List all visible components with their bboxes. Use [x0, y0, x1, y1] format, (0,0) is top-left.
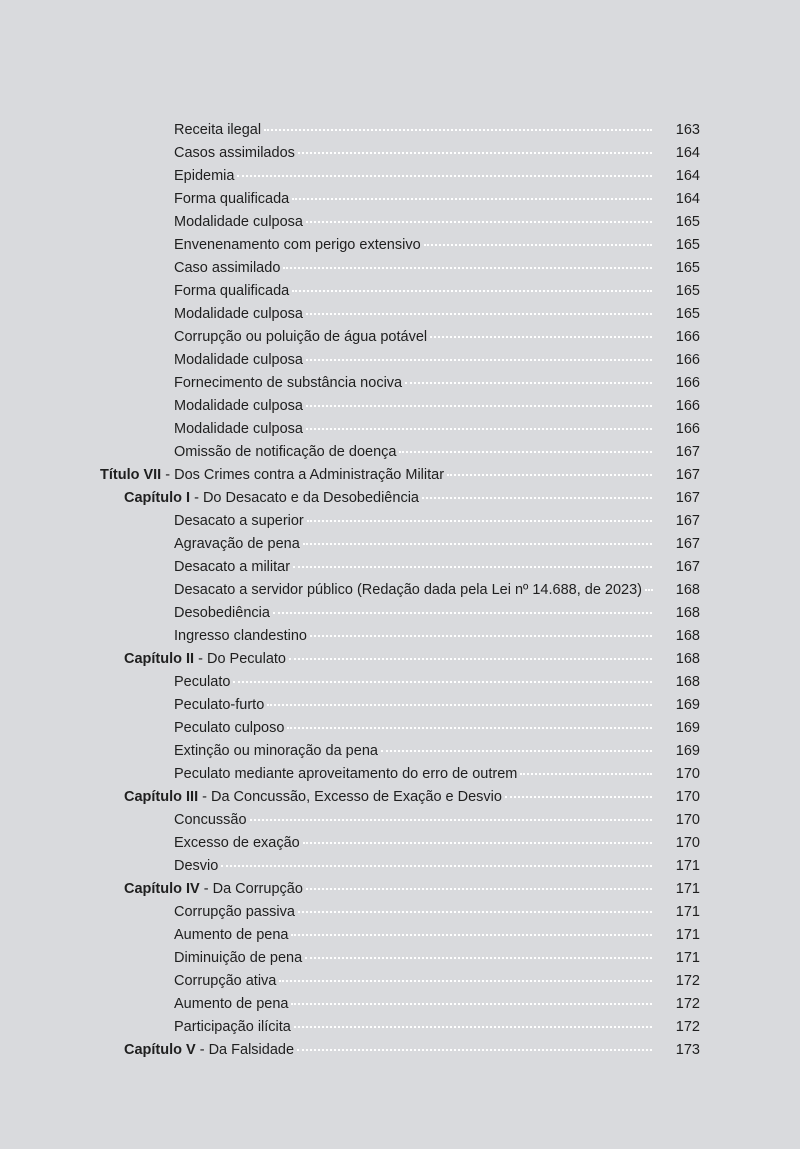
dot-leader: [645, 589, 653, 591]
toc-entry-label: [174, 349, 303, 372]
toc-entry-line: [124, 786, 652, 809]
toc-entry-text: - Da Corrupção: [199, 881, 303, 897]
toc-entry[interactable]: [0, 602, 800, 625]
toc-entry-label: [174, 901, 295, 924]
toc-entry[interactable]: [0, 625, 800, 648]
toc-entry[interactable]: [0, 395, 800, 418]
toc-entry-line: [174, 947, 652, 970]
dot-leader: [306, 313, 652, 315]
toc-entry-heading: Capítulo I: [124, 490, 191, 506]
dot-leader: [237, 175, 652, 177]
dot-leader: [291, 934, 652, 936]
toc-entry-text: - Dos Crimes contra a Administração Militar: [161, 467, 445, 483]
toc-entry-line: [174, 280, 652, 303]
toc-chapter-entry[interactable]: [0, 878, 800, 901]
toc-entry[interactable]: [0, 326, 800, 349]
dot-leader: [289, 658, 652, 660]
dot-leader: [279, 980, 652, 982]
toc-entry-text: Desacato a superior: [174, 513, 304, 529]
toc-entry-line: [174, 694, 652, 717]
dot-leader: [273, 612, 652, 614]
toc-title-entry[interactable]: [0, 464, 800, 487]
toc-entry-line: [174, 671, 652, 694]
dot-leader: [306, 221, 652, 223]
toc-entry[interactable]: [0, 441, 800, 464]
toc-entry-line: [124, 878, 652, 901]
toc-entry-line: [174, 211, 652, 234]
dot-leader: [298, 152, 652, 154]
toc-entry-label: [174, 510, 304, 533]
dot-leader: [292, 290, 652, 292]
dot-leader: [292, 198, 652, 200]
toc-entry-line: [174, 832, 652, 855]
toc-entry-line: [174, 510, 652, 533]
toc-entry-text: Desobediência: [174, 605, 270, 621]
toc-entry-label: [174, 257, 280, 280]
toc-entry-line: [174, 257, 652, 280]
toc-page-number: 168: [675, 628, 700, 644]
toc-entry[interactable]: [0, 901, 800, 924]
toc-entry-line: [174, 901, 652, 924]
toc-entry-label: [124, 648, 286, 671]
dot-leader: [399, 451, 652, 453]
toc-page-number: 163: [675, 122, 700, 138]
toc-page-number: 170: [675, 766, 700, 782]
toc-entry-line: [174, 349, 652, 372]
dot-leader: [303, 543, 652, 545]
toc-entry-label: [174, 579, 642, 602]
toc-entry-text: Modalidade culposa: [174, 214, 303, 230]
toc-entry-heading: Título VII: [100, 467, 162, 483]
dot-leader: [447, 474, 652, 476]
toc-entry-line: [100, 464, 652, 487]
toc-page-number: 170: [675, 812, 700, 828]
toc-entry-line: [174, 924, 652, 947]
toc-entry-line: [174, 855, 652, 878]
dot-leader: [264, 129, 652, 131]
toc-page-number: 170: [675, 789, 700, 805]
dot-leader: [287, 727, 652, 729]
toc-entry-text: Desacato a servidor público (Redação dada pela Lei nº 14.688, de 2023): [174, 582, 643, 598]
toc-entry-label: [174, 556, 290, 579]
toc-entry-label: [124, 878, 303, 901]
table-of-contents: [0, 119, 800, 1062]
toc-entry-label: [124, 487, 419, 510]
toc-entry-line: [174, 533, 652, 556]
dot-leader: [221, 865, 652, 867]
toc-entry[interactable]: [0, 119, 800, 142]
toc-entry-line: [124, 1039, 652, 1062]
toc-entry[interactable]: [0, 303, 800, 326]
toc-entry-heading: Capítulo III: [124, 789, 199, 805]
toc-entry-line: [174, 556, 652, 579]
dot-leader: [306, 359, 652, 361]
toc-page-number: 172: [675, 973, 700, 989]
dot-leader: [303, 842, 652, 844]
toc-page-number: 172: [675, 1019, 700, 1035]
toc-entry-line: [174, 142, 652, 165]
toc-page-number: 167: [675, 559, 700, 575]
toc-entry-text: Concussão: [174, 812, 247, 828]
toc-page-number: 166: [675, 352, 700, 368]
toc-chapter-entry[interactable]: [0, 648, 800, 671]
toc-entry-label: [174, 717, 284, 740]
toc-page-number: 164: [675, 191, 700, 207]
toc-page-number: 171: [675, 858, 700, 874]
dot-leader: [291, 1003, 652, 1005]
toc-page-number: 168: [675, 674, 700, 690]
toc-entry[interactable]: [0, 717, 800, 740]
toc-page-number: 168: [675, 582, 700, 598]
toc-entry-text: Fornecimento de substância nociva: [174, 375, 403, 391]
toc-page-number: 169: [675, 697, 700, 713]
toc-page-number: 164: [675, 145, 700, 161]
toc-chapter-entry[interactable]: [0, 786, 800, 809]
toc-entry-text: Forma qualificada: [174, 283, 290, 299]
toc-entry[interactable]: [0, 349, 800, 372]
toc-entry-line: [174, 303, 652, 326]
toc-entry-text: Participação ilícita: [174, 1019, 291, 1035]
dot-leader: [424, 244, 652, 246]
toc-entry-text: - Da Falsidade: [195, 1042, 295, 1058]
toc-entry[interactable]: [0, 671, 800, 694]
toc-entry-label: [174, 602, 270, 625]
toc-entry-heading: Capítulo II: [124, 651, 195, 667]
toc-entry[interactable]: [0, 924, 800, 947]
toc-entry-label: [174, 372, 402, 395]
dot-leader: [250, 819, 652, 821]
toc-entry-label: [174, 1016, 291, 1039]
toc-entry-text: Peculato-furto: [174, 697, 265, 713]
toc-entry-line: [174, 1016, 652, 1039]
dot-leader: [520, 773, 652, 775]
toc-entry-label: [174, 303, 303, 326]
toc-entry-label: [174, 418, 303, 441]
toc-entry-label: [174, 142, 295, 165]
toc-entry[interactable]: [0, 188, 800, 211]
toc-page-number: 165: [675, 260, 700, 276]
toc-entry[interactable]: [0, 832, 800, 855]
toc-entry-line: [174, 717, 652, 740]
toc-entry[interactable]: [0, 579, 800, 602]
toc-entry-text: Extinção ou minoração da pena: [174, 743, 378, 759]
dot-leader: [297, 1049, 652, 1051]
toc-entry-label: [124, 1039, 294, 1062]
toc-page-number: 165: [675, 306, 700, 322]
toc-entry-text: Receita ilegal: [174, 122, 262, 138]
toc-entry-label: [174, 280, 289, 303]
toc-entry-label: [174, 671, 230, 694]
dot-leader: [233, 681, 652, 683]
toc-entry-label: [174, 625, 307, 648]
toc-entry[interactable]: [0, 970, 800, 993]
toc-page-number: 172: [675, 996, 700, 1012]
toc-entry[interactable]: [0, 510, 800, 533]
toc-page-number: 171: [675, 950, 700, 966]
toc-entry-label: [174, 165, 234, 188]
dot-leader: [310, 635, 652, 637]
toc-entry-text: Corrupção ativa: [174, 973, 277, 989]
dot-leader: [422, 497, 652, 499]
toc-entry-line: [174, 395, 652, 418]
toc-page-number: 166: [675, 398, 700, 414]
toc-page-number: 165: [675, 214, 700, 230]
toc-entry-label: [100, 464, 444, 487]
toc-entry-line: [174, 441, 652, 464]
toc-entry-text: - Do Desacato e da Desobediência: [190, 490, 419, 506]
toc-entry-text: Envenenamento com perigo extensivo: [174, 237, 421, 253]
toc-page-number: 171: [675, 904, 700, 920]
toc-entry[interactable]: [0, 211, 800, 234]
toc-page-number: 166: [675, 375, 700, 391]
toc-entry[interactable]: [0, 533, 800, 556]
toc-entry-text: Forma qualificada: [174, 191, 290, 207]
toc-entry-label: [174, 441, 396, 464]
toc-entry-line: [174, 740, 652, 763]
toc-chapter-entry[interactable]: [0, 487, 800, 510]
toc-page-number: 168: [675, 651, 700, 667]
dot-leader: [307, 520, 652, 522]
toc-entry[interactable]: [0, 280, 800, 303]
toc-entry[interactable]: [0, 947, 800, 970]
toc-entry-label: [174, 533, 300, 556]
toc-page-number: 171: [675, 927, 700, 943]
toc-entry-text: Desacato a militar: [174, 559, 291, 575]
toc-entry-text: Aumento de pena: [174, 996, 289, 1012]
toc-entry-label: [174, 740, 378, 763]
toc-entry-line: [174, 188, 652, 211]
toc-entry-line: [174, 970, 652, 993]
toc-entry[interactable]: [0, 740, 800, 763]
toc-entry-line: [174, 993, 652, 1016]
toc-page-number: 165: [675, 283, 700, 299]
toc-entry[interactable]: [0, 694, 800, 717]
toc-entry-text: Peculato: [174, 674, 231, 690]
toc-page-number: 171: [675, 881, 700, 897]
dot-leader: [306, 888, 652, 890]
toc-page-number: 167: [675, 467, 700, 483]
dot-leader: [306, 428, 652, 430]
toc-page-number: 169: [675, 720, 700, 736]
toc-entry-text: - Da Concussão, Excesso de Exação e Desvio: [198, 789, 502, 805]
toc-entry-text: Excesso de exação: [174, 835, 300, 851]
toc-entry-text: Desvio: [174, 858, 219, 874]
toc-entry[interactable]: [0, 855, 800, 878]
toc-entry-text: Modalidade culposa: [174, 421, 303, 437]
toc-entry-line: [174, 326, 652, 349]
dot-leader: [283, 267, 652, 269]
toc-entry-text: Ingresso clandestino: [174, 628, 307, 644]
toc-entry[interactable]: [0, 165, 800, 188]
toc-entry[interactable]: [0, 763, 800, 786]
toc-entry-text: Agravação de pena: [174, 536, 300, 552]
toc-entry-label: [174, 855, 218, 878]
toc-entry-text: Modalidade culposa: [174, 306, 303, 322]
toc-entry-line: [174, 579, 652, 602]
toc-page-number: 166: [675, 421, 700, 437]
toc-page-number: 168: [675, 605, 700, 621]
toc-page-number: 165: [675, 237, 700, 253]
toc-entry-line: [174, 119, 652, 142]
toc-entry[interactable]: [0, 1016, 800, 1039]
toc-entry-label: [174, 947, 302, 970]
toc-entry-text: - Do Peculato: [194, 651, 286, 667]
dot-leader: [405, 382, 652, 384]
toc-page-number: 167: [675, 490, 700, 506]
toc-entry-text: Diminuição de pena: [174, 950, 303, 966]
toc-entry-line: [174, 809, 652, 832]
toc-entry-label: [174, 970, 276, 993]
dot-leader: [381, 750, 652, 752]
dot-leader: [298, 911, 652, 913]
toc-entry-label: [174, 694, 264, 717]
toc-entry-label: [174, 119, 261, 142]
toc-entry-label: [174, 188, 289, 211]
toc-entry-line: [174, 234, 652, 257]
dot-leader: [293, 566, 652, 568]
toc-entry-line: [174, 418, 652, 441]
toc-entry-text: Caso assimilado: [174, 260, 281, 276]
toc-entry-text: Corrupção ou poluição de água potável: [174, 329, 428, 345]
toc-entry-label: [124, 786, 502, 809]
toc-page-number: 170: [675, 835, 700, 851]
toc-entry-label: [174, 924, 288, 947]
toc-entry-line: [174, 763, 652, 786]
toc-entry-label: [174, 832, 300, 855]
toc-entry-label: [174, 763, 517, 786]
toc-page-number: 169: [675, 743, 700, 759]
dot-leader: [267, 704, 652, 706]
toc-page-number: 166: [675, 329, 700, 345]
toc-entry-text: Peculato mediante aproveitamento do erro de outrem: [174, 766, 518, 782]
toc-entry-line: [174, 602, 652, 625]
toc-entry[interactable]: [0, 257, 800, 280]
toc-page-number: 173: [675, 1042, 700, 1058]
toc-page-number: 164: [675, 168, 700, 184]
toc-entry-line: [124, 487, 652, 510]
toc-entry-text: Aumento de pena: [174, 927, 289, 943]
toc-entry[interactable]: [0, 556, 800, 579]
toc-entry-label: [174, 993, 288, 1016]
toc-entry-label: [174, 211, 303, 234]
toc-entry-label: [174, 395, 303, 418]
toc-entry-text: Omissão de notificação de doença: [174, 444, 397, 460]
toc-entry[interactable]: [0, 418, 800, 441]
toc-entry-heading: Capítulo IV: [124, 881, 200, 897]
toc-entry-text: Modalidade culposa: [174, 352, 303, 368]
toc-entry-line: [174, 625, 652, 648]
toc-entry-line: [124, 648, 652, 671]
toc-entry[interactable]: [0, 234, 800, 257]
toc-entry-line: [174, 165, 652, 188]
toc-entry-label: [174, 809, 247, 832]
toc-chapter-entry[interactable]: [0, 1039, 800, 1062]
dot-leader: [430, 336, 652, 338]
toc-entry[interactable]: [0, 372, 800, 395]
toc-entry[interactable]: [0, 993, 800, 1016]
toc-entry-text: Peculato culposo: [174, 720, 285, 736]
toc-entry-text: Corrupção passiva: [174, 904, 295, 920]
toc-page-number: 167: [675, 513, 700, 529]
toc-entry[interactable]: [0, 809, 800, 832]
toc-entry-label: [174, 326, 427, 349]
toc-page-number: 167: [675, 536, 700, 552]
toc-entry-label: [174, 234, 421, 257]
toc-entry-text: Epidemia: [174, 168, 235, 184]
dot-leader: [306, 405, 652, 407]
toc-entry-text: Modalidade culposa: [174, 398, 303, 414]
dot-leader: [305, 957, 652, 959]
toc-entry-text: Casos assimilados: [174, 145, 295, 161]
dot-leader: [505, 796, 652, 798]
toc-page-number: 167: [675, 444, 700, 460]
toc-entry[interactable]: [0, 142, 800, 165]
dot-leader: [294, 1026, 652, 1028]
toc-entry-heading: Capítulo V: [124, 1042, 196, 1058]
toc-entry-line: [174, 372, 652, 395]
